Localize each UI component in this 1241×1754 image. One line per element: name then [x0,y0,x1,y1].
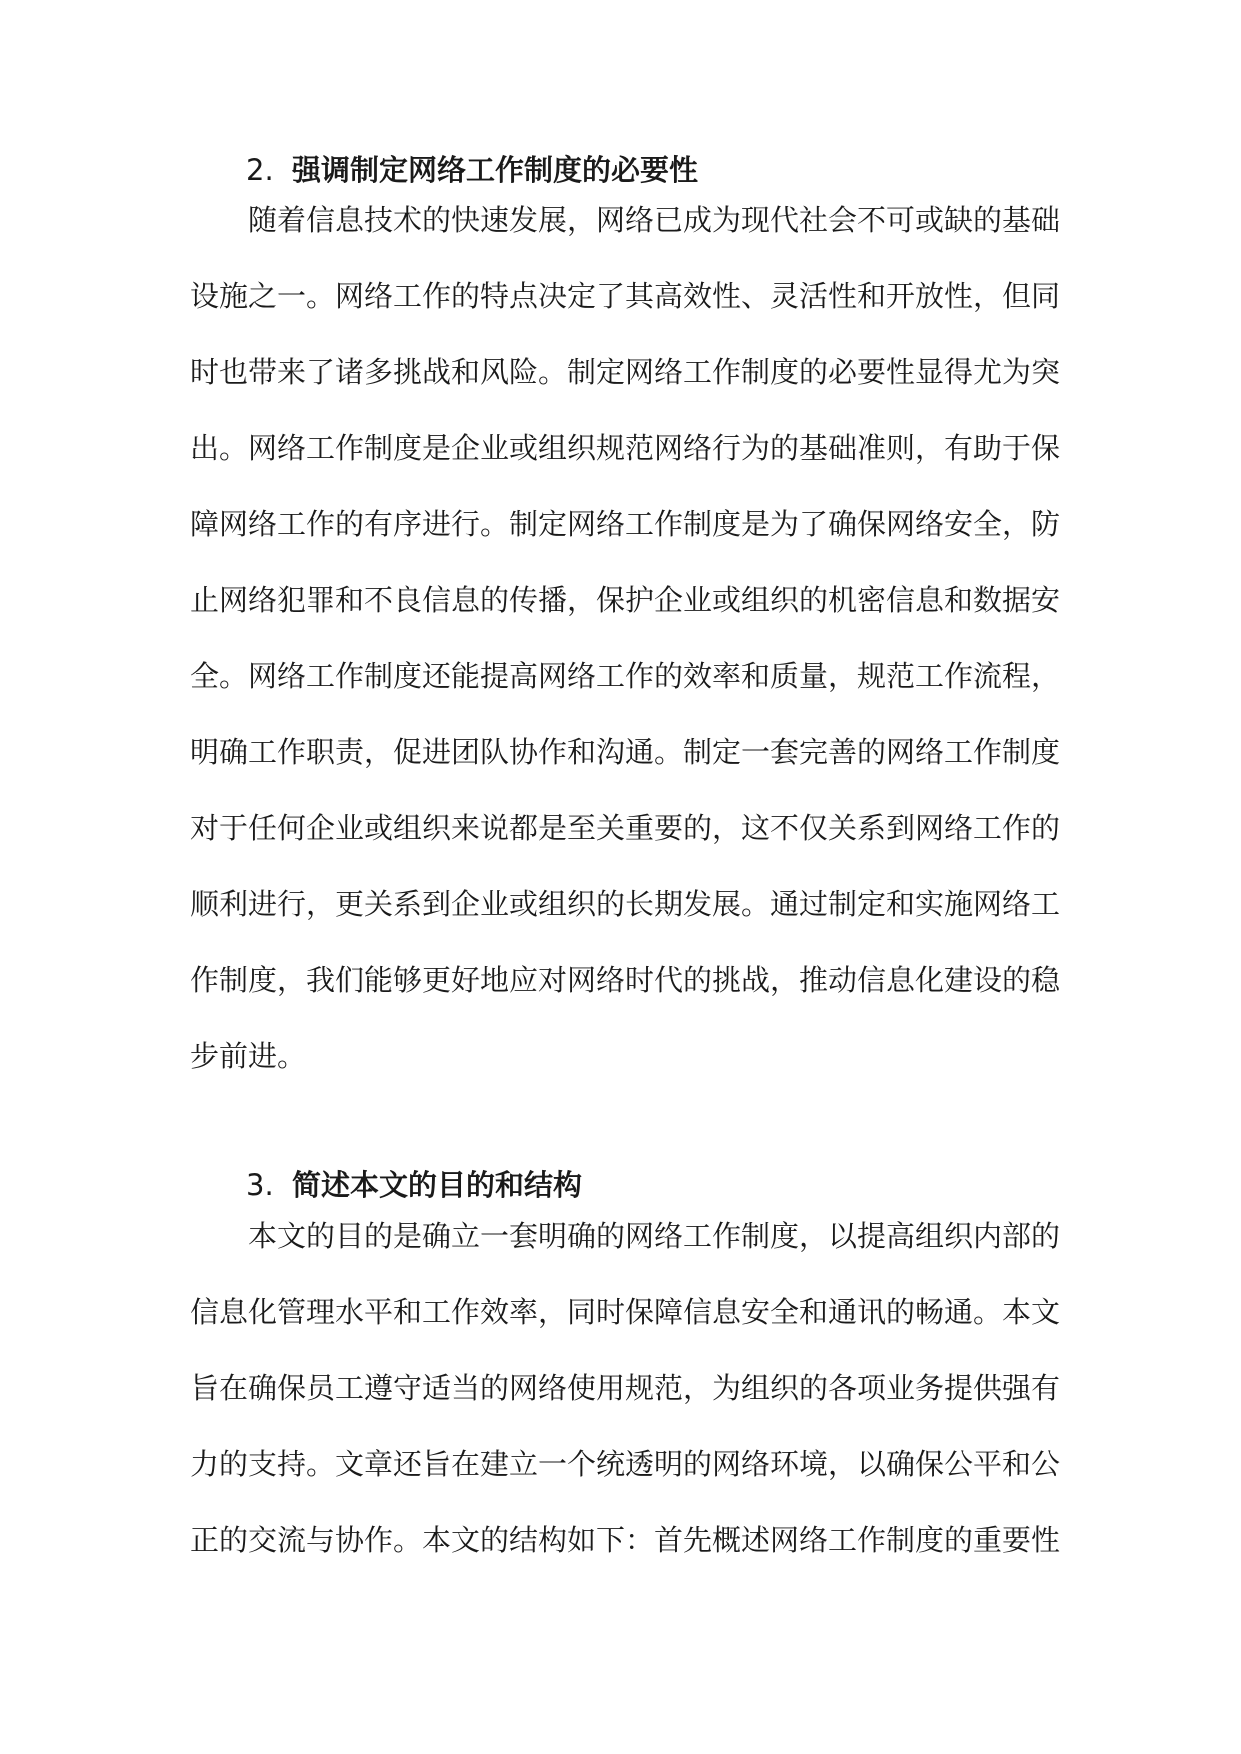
paragraph-line: 出。网络工作制度是企业或组织规范网络行为的基础准则，有助于保 [190,431,1061,465]
paragraph-line: 障网络工作的有序进行。制定网络工作制度是为了确保网络安全，防 [190,507,1061,541]
section-2-paragraph [190,182,1061,1094]
paragraph-line: 全。网络工作制度还能提高网络工作的效率和质量，规范工作流程， [190,659,1061,693]
paragraph-line: 正的交流与协作。本文的结构如下：首先概述网络工作制度的重要性 [190,1523,1061,1557]
paragraph-line: 时也带来了诸多挑战和风险。制定网络工作制度的必要性显得尤为突 [190,355,1061,389]
paragraph-line: 顺利进行，更关系到企业或组织的长期发展。通过制定和实施网络工 [190,887,1061,921]
paragraph-line: 明确工作职责，促进团队协作和沟通。制定一套完善的网络工作制度 [190,735,1061,769]
section-3-number: 3. [246,1168,274,1202]
paragraph-line: 设施之一。网络工作的特点决定了其高效性、灵活性和开放性，但同 [190,279,1061,313]
section-2-title: 强调制定网络工作制度的必要性 [292,153,699,187]
paragraph-line: 对于任何企业或组织来说都是至关重要的，这不仅关系到网络工作的 [190,811,1061,845]
section-2-number: 2. [246,153,274,187]
paragraph-line: 作制度，我们能够更好地应对网络时代的挑战，推动信息化建设的稳 [190,963,1061,997]
paragraph-line: 本文的目的是确立一套明确的网络工作制度，以提高组织内部的 [248,1219,1061,1253]
paragraph-line: 止网络犯罪和不良信息的传播，保护企业或组织的机密信息和数据安 [190,583,1061,617]
paragraph-line: 力的支持。文章还旨在建立一个统透明的网络环境，以确保公平和公 [190,1447,1061,1481]
section-3-title: 简述本文的目的和结构 [292,1168,583,1202]
paragraph-line: 随着信息技术的快速发展，网络已成为现代社会不可或缺的基础 [248,203,1061,237]
section-3-paragraph [190,1198,1061,1578]
paragraph-line: 信息化管理水平和工作效率，同时保障信息安全和通讯的畅通。本文 [190,1295,1061,1329]
paragraph-line: 步前进。 [190,1039,307,1073]
paragraph-line: 旨在确保员工遵守适当的网络使用规范，为组织的各项业务提供强有 [190,1371,1061,1405]
